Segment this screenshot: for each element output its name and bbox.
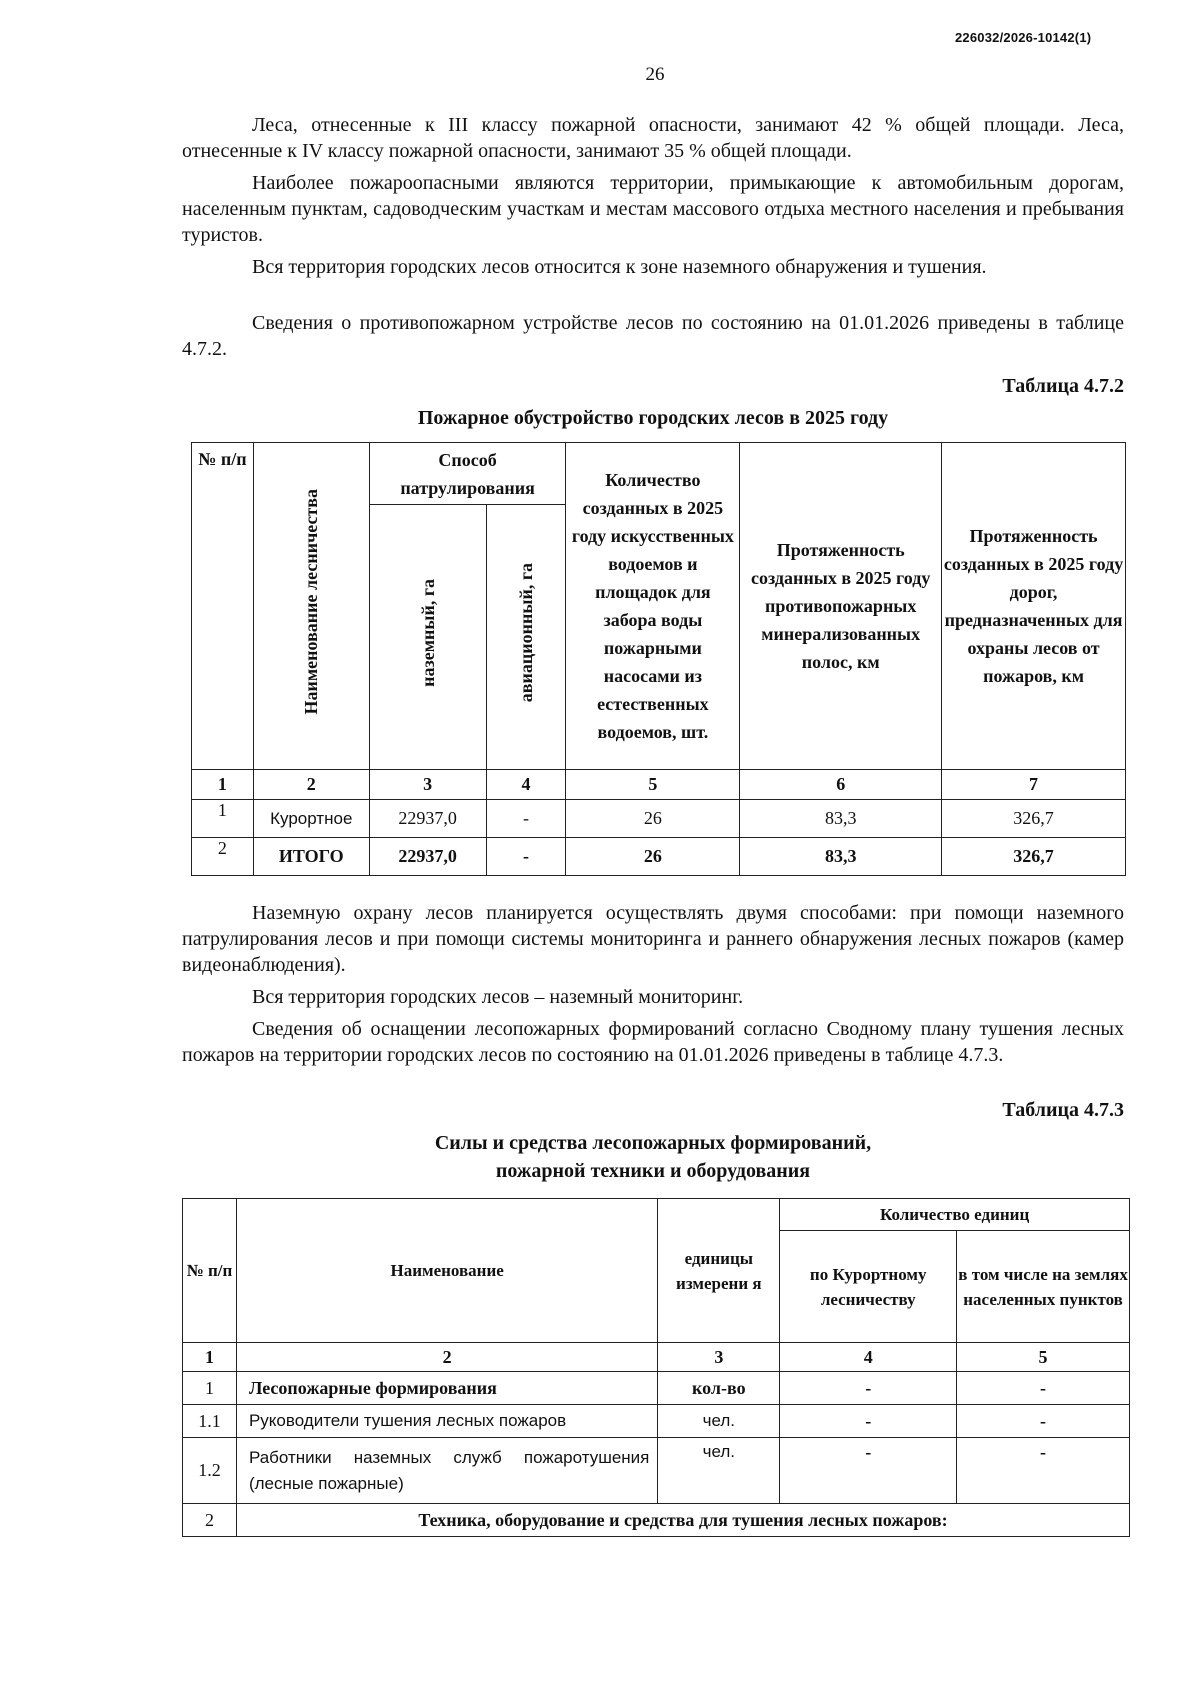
col-number: 4: [486, 770, 566, 800]
header-unit: единицы измерени я: [658, 1199, 780, 1343]
col-number: 1: [192, 770, 254, 800]
cell-unit: чел.: [658, 1438, 780, 1504]
col-number: 6: [740, 770, 942, 800]
header-name: Наименование: [236, 1199, 657, 1343]
cell-kurort: -: [780, 1405, 957, 1438]
cell-num: 1.2: [183, 1438, 237, 1504]
header-roads: Протяженность созданных в 2025 году дорог, предназначенных для охраны лесов от пожаров, км: [942, 443, 1126, 770]
header-ground-text: наземный, га: [417, 579, 438, 687]
table-row: [183, 1372, 1130, 1405]
table-title-line-2: пожарной техники и оборудования: [495, 1160, 811, 1182]
header-ground: [369, 505, 486, 770]
cell-kurort: -: [780, 1438, 957, 1504]
paragraph-ground-protection: Наземную охрану лесов планируется осуществлять двумя способами: при помощи наземного патрулирования лесов и при помощи системы мониторинга и раннего обнаружения лесных пожаров (камер видеонаблюдения).: [182, 902, 1124, 976]
page-number: 26: [645, 64, 665, 85]
table-title: Пожарное обустройство городских лесов в 2025 году: [417, 407, 889, 429]
col-number: 7: [942, 770, 1126, 800]
cell-kurort: -: [780, 1372, 957, 1405]
document-id: 226032/2026-10142(1): [955, 30, 1092, 45]
fire-equipment-table: [191, 442, 1126, 876]
header-num: № п/п: [183, 1199, 237, 1343]
header-num: № п/п: [192, 443, 254, 770]
paragraph-fire-classes: Леса, отнесенные к III классу пожарной опасности, занимают 42 % общей площади. Леса, отнесенные к IV классу пожарной опасности, занимают 35 % общей площади.: [182, 114, 1124, 162]
col-number: 5: [566, 770, 740, 800]
cell-ground: 22937,0: [369, 800, 486, 838]
cell-total-label: ИТОГО: [253, 838, 369, 876]
cell-ground: 22937,0: [369, 838, 486, 876]
header-quantity: Количество единиц: [780, 1199, 1130, 1231]
header-forestry-name-text: Наименование лесничества: [301, 489, 322, 715]
cell-num: 2: [192, 838, 254, 876]
table-row: [183, 1405, 1130, 1438]
cell-name: Лесопожарные формирования: [236, 1372, 657, 1405]
col-number: 2: [253, 770, 369, 800]
paragraph-ground-zone: Вся территория городских лесов относится к зоне наземного обнаружения и тушения.: [252, 256, 987, 278]
column-number-row: [183, 1343, 1130, 1372]
cell-roads: 326,7: [942, 838, 1126, 876]
paragraph-monitoring: Вся территория городских лесов – наземный мониторинг.: [252, 986, 744, 1008]
cell-reservoirs: 26: [566, 800, 740, 838]
header-kurort: по Курортному лесничеству: [780, 1231, 957, 1343]
table-section-row: [183, 1504, 1130, 1537]
header-aviation-text: авиационный, га: [516, 563, 537, 703]
header-settlements: в том числе на землях населенных пунктов: [957, 1231, 1130, 1343]
header-aviation: [486, 505, 566, 770]
cell-forestry: Курортное: [253, 800, 369, 838]
cell-num: 1.1: [183, 1405, 237, 1438]
header-patrol-method: Способ патрулирования: [369, 443, 566, 505]
cell-strips: 83,3: [740, 800, 942, 838]
col-number: 5: [957, 1343, 1130, 1372]
cell-unit: кол-во: [658, 1372, 780, 1405]
col-number: 4: [780, 1343, 957, 1372]
cell-section-title: Техника, оборудование и средства для тушения лесных пожаров:: [236, 1504, 1129, 1537]
cell-strips: 83,3: [740, 838, 942, 876]
table-total-row: [192, 838, 1126, 876]
cell-aviation: -: [486, 838, 566, 876]
cell-reservoirs: 26: [566, 838, 740, 876]
header-forestry-name: [253, 443, 369, 770]
cell-name: Работники наземных служб пожаротушения (лесные пожарные): [236, 1438, 657, 1504]
cell-roads: 326,7: [942, 800, 1126, 838]
table-label: Таблица 4.7.3: [1002, 1099, 1124, 1121]
col-number: 2: [236, 1343, 657, 1372]
paragraph-dangerous-areas: Наиболее пожароопасными являются территории, примыкающие к автомобильным дорогам, населенным пунктам, садоводческим участкам и местам массового отдыха местного населения и пребывания туристов.: [182, 172, 1124, 246]
header-strips: Протяженность созданных в 2025 году противопожарных минерализованных полос, км: [740, 443, 942, 770]
header-reservoirs: Количество созданных в 2025 году искусственных водоемов и площадок для забора воды пожарными насосами из естественных водоемов, шт.: [566, 443, 740, 770]
forces-equipment-table: [182, 1198, 1130, 1537]
cell-settlements: -: [957, 1438, 1130, 1504]
col-number: 3: [369, 770, 486, 800]
cell-unit: чел.: [658, 1405, 780, 1438]
cell-num: 2: [183, 1504, 237, 1537]
col-number: 3: [658, 1343, 780, 1372]
paragraph-table-ref-2: Сведения об оснащении лесопожарных формирований согласно Сводному плану тушения лесных пожаров на территории городских лесов по состоянию на 01.01.2026 приведены в таблице 4.7.3.: [182, 1018, 1124, 1066]
table-row: [192, 800, 1126, 838]
column-number-row: [192, 770, 1126, 800]
table-title-line-1: Силы и средства лесопожарных формирований,: [434, 1132, 872, 1154]
table-row: [183, 1438, 1130, 1504]
cell-settlements: -: [957, 1405, 1130, 1438]
table-label: Таблица 4.7.2: [1002, 375, 1124, 397]
paragraph-table-ref-1: Сведения о противопожарном устройстве лесов по состоянию на 01.01.2026 приведены в таблице 4.7.2.: [182, 312, 1124, 360]
cell-aviation: -: [486, 800, 566, 838]
cell-settlements: -: [957, 1372, 1130, 1405]
cell-num: 1: [183, 1372, 237, 1405]
col-number: 1: [183, 1343, 237, 1372]
cell-num: 1: [192, 800, 254, 838]
cell-name: Руководители тушения лесных пожаров: [236, 1405, 657, 1438]
